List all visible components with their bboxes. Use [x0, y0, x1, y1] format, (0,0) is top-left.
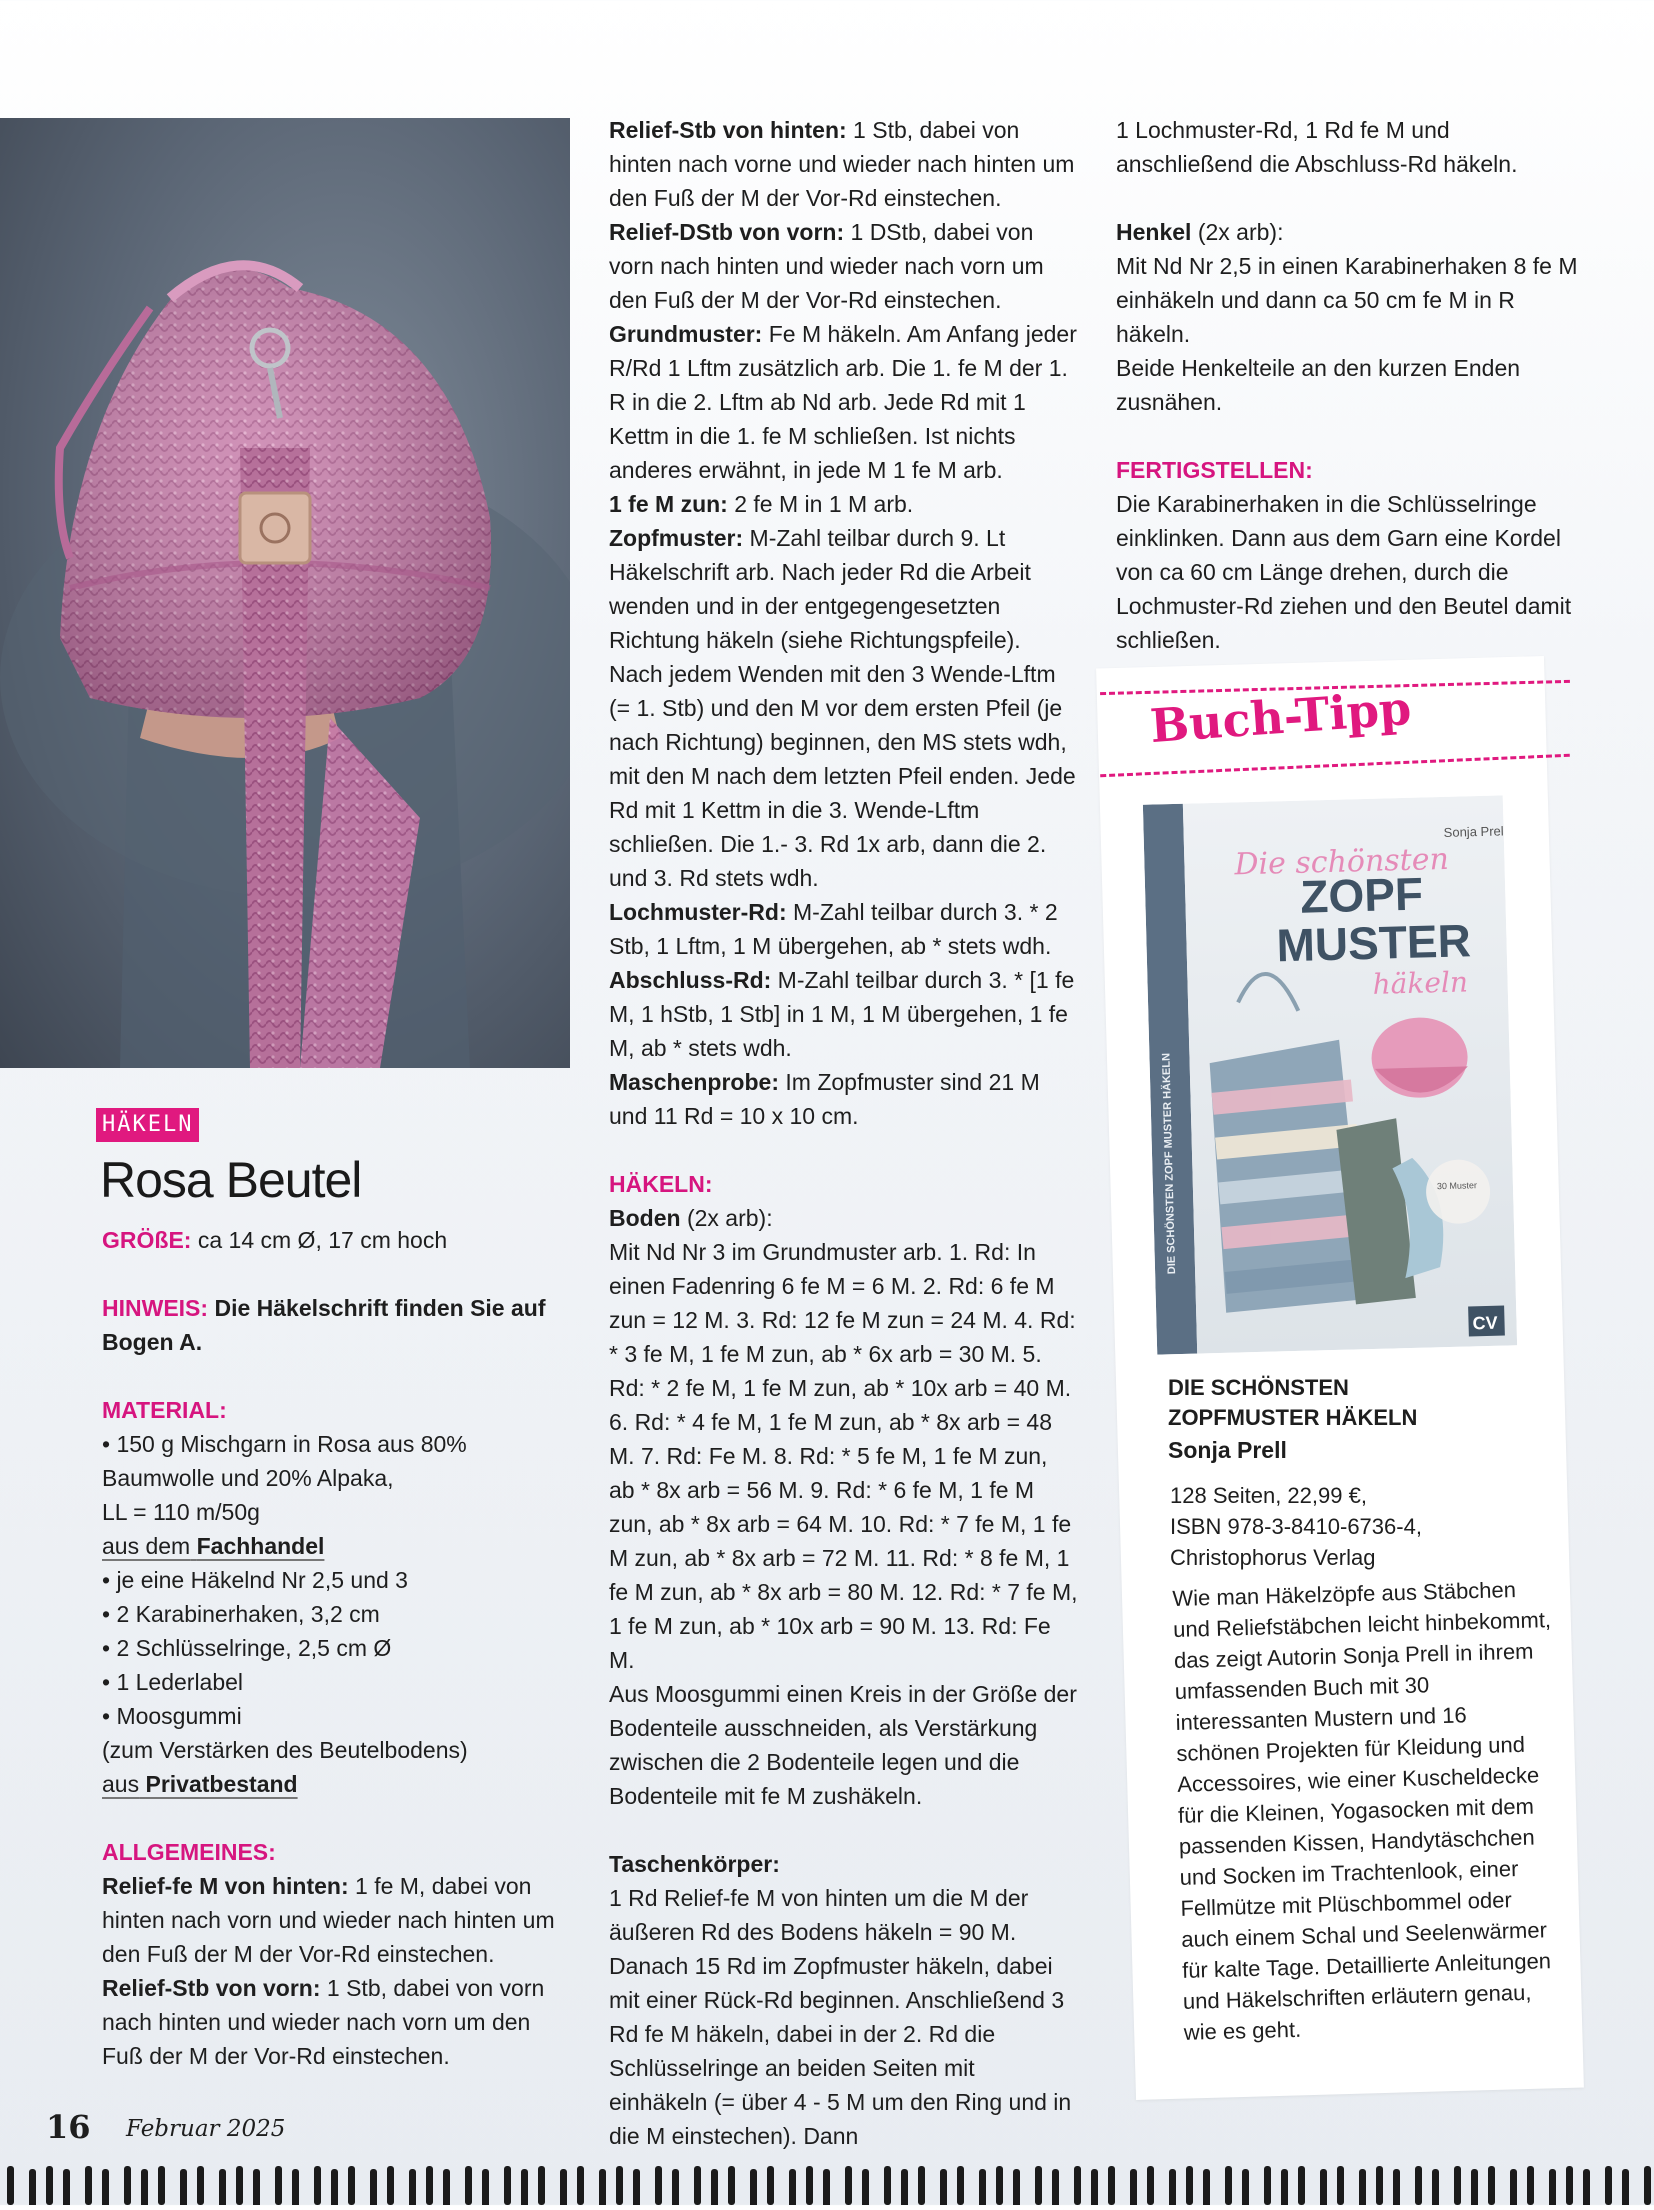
- finish-heading: FERTIGSTELLEN:: [1116, 457, 1313, 483]
- cover-script-2: häkeln: [1372, 965, 1469, 1001]
- issue-date: Februar 2025: [126, 2116, 286, 2142]
- book-description: Wie man Häkelzöpfe aus Stäbchen und Reliefstäbchen leicht hinbekommt, das zeigt Autorin Sonja Prell in ihrem umfassenden Buch mit 30 interessanten Mustern und 16 schönen Projekten für Kleidung und Accessoires, wie einer Kuscheldecke für die Kleinen, Yogasocken mit dem passenden Kissen, Handytäschchen und Socken im Trachtenlook, einer Fellmütze mit Plüschbommel oder auch einem Schal und Seelenwärmer für kalte Tage. Detaillierte Anleitungen und Häkelschriften erläutern genau, wie es geht.: [1172, 1577, 1552, 2045]
- definition: Grundmuster: Fe M häkeln. Am Anfang jeder R/Rd 1 Lftm zusätzlich arb. Die 1. fe M der 1. R in die 2. Lftm ab Nd arb. Jede Rd mit 1 Kettm in die 1. fe M schließen. Ist nichts anderes erwähnt, in jede M 1 fe M arb.: [609, 321, 1077, 483]
- handle-text-2: Beide Henkelteile an den kurzen Enden zusnähen.: [1116, 355, 1521, 415]
- book-title: DIE SCHÖNSTEN ZOPFMUSTER HÄKELN: [1168, 1375, 1418, 1430]
- definition: Zopfmuster: M-Zahl teilbar durch 9. Lt Häkelschrift arb. Nach jeder Rd die Arbeit wenden und in der entgegengesetzten Richtung häkeln (siehe Richtungspfeile). Nach jedem Wenden mit den 3 Wende-Lftm (= 1. Stb) und den M vor dem ersten Pfeil (je nach Richtung) beginnen, den MS stets wdh, mit den M nach dem letzten Pfeil enden. Jede Rd mit 1 Kettm in die 3. Wende-Lftm schließen. Die 1.- 3. Rd 1x arb, dann die 2. und 3. Rd stets wdh.: [609, 525, 1076, 891]
- material-item: (zum Verstärken des Beutelbodens): [102, 1737, 468, 1763]
- book-meta: 128 Seiten, 22,99 €, ISBN 978-3-8410-6736-4, Christophorus Verlag: [1170, 1483, 1422, 1570]
- size-line: GRÖßE: ca 14 cm Ø, 17 cm hoch: [102, 1227, 448, 1253]
- boden-text-2: Aus Moosgummi einen Kreis in der Größe der Bodenteile ausschneiden, als Verstärkung zwischen die 2 Bodenteile legen und die Bodenteile mit fe M zushäkeln.: [609, 1681, 1077, 1809]
- material-item: Baumwolle und 20% Alpaka,: [102, 1465, 394, 1491]
- general-heading: ALLGEMEINES:: [102, 1839, 276, 1865]
- body-text: 1 Rd Relief-fe M von hinten um die M der äußeren Rd des Bodens häkeln = 90 M. Danach 15 Rd im Zopfmuster häkeln, dabei mit einer Rück-Rd beginnen. Anschließend 3 Rd fe M häkeln, dabei in der 2. Rd die Schlüsselringe an beiden Seiten mit einhäkeln (= über 4 - 5 M um den Ring und in die M einstechen). Dann: [609, 1885, 1072, 2149]
- definition: Relief-DStb von vorn: 1 DStb, dabei von vorn nach hinten und wieder nach vorn um den Fuß der M der Vor-Rd einstechen.: [609, 219, 1044, 313]
- definition: 1 fe M zun: 2 fe M in 1 M arb.: [609, 491, 914, 517]
- material-item: • 2 Schlüsselringe, 2,5 cm Ø: [102, 1635, 392, 1661]
- cover-spine-text: DIE SCHÖNSTEN ZOPF MUSTER HÄKELN: [1160, 1052, 1179, 1275]
- material-item: • je eine Häkelnd Nr 2,5 und 3: [102, 1567, 408, 1593]
- cover-script-1: Die schönsten: [1234, 841, 1450, 883]
- finish-text: Die Karabinerhaken in die Schlüsselringe einklinken. Dann aus dem Garn eine Kordel von ca 60 cm Länge drehen, durch die Lochmuster-Rd ziehen und den Beutel damit schließen.: [1116, 491, 1572, 653]
- material-item: • 1 Lederlabel: [102, 1669, 244, 1695]
- privat-source: aus Privatbestand: [102, 1771, 298, 1797]
- material-item: • Moosgummi: [102, 1703, 242, 1729]
- cover-badge: 30 Muster: [1436, 1180, 1478, 1192]
- decorative-stripe-bar: [0, 2160, 1654, 2205]
- note-line: HINWEIS: Die Häkelschrift finden Sie auf Bogen A.: [102, 1295, 546, 1355]
- page-number: 16: [46, 2108, 91, 2146]
- continued-text: 1 Lochmuster-Rd, 1 Rd fe M und anschließend die Abschluss-Rd häkeln.: [1116, 117, 1518, 177]
- definition: Maschenprobe: Im Zopfmuster sind 21 M und 11 Rd = 10 x 10 cm.: [609, 1069, 1040, 1129]
- crochet-heading: HÄKELN:: [609, 1171, 713, 1197]
- material-item: • 150 g Mischgarn in Rosa aus 80%: [102, 1431, 467, 1457]
- material-item: • 2 Karabinerhaken, 3,2 cm: [102, 1601, 380, 1627]
- left-column: [102, 1223, 572, 2073]
- bag-photo: [0, 118, 570, 1068]
- book-author: Sonja Prell: [1168, 1437, 1287, 1463]
- cover-title-1: ZOPF: [1299, 867, 1424, 923]
- general-definition: Relief-Stb von vorn: 1 Stb, dabei von vorn nach hinten und wieder nach vorn um den Fuß der M der Vor-Rd einstechen.: [102, 1975, 545, 2069]
- material-item: LL = 110 m/50g: [102, 1499, 260, 1525]
- category-tag: HÄKELN: [96, 1108, 199, 1142]
- body-heading: Taschenkörper:: [609, 1851, 780, 1877]
- right-column: [1116, 113, 1586, 657]
- book-tip-heading: Buch-Tipp: [1148, 680, 1413, 754]
- page-title: Rosa Beutel: [100, 1152, 362, 1208]
- cover-title-2: MUSTER: [1275, 914, 1472, 972]
- boden-text: Mit Nd Nr 3 im Grundmuster arb. 1. Rd: In einen Fadenring 6 fe M = 6 M. 2. Rd: 6 fe M zun = 12 M. 3. Rd: 12 fe M zun = 24 M. 4. Rd: * 3 fe M, 1 fe M zun, ab * 6x arb = 30 M. 5. Rd: * 2 fe M, 1 fe M zun, ab * 10x arb = 40 M. 6. Rd: * 4 fe M, 1 fe M zun, ab * 8x arb = 48 M. 7. Rd: Fe M. 8. Rd: * 5 fe M, 1 fe M zun, ab * 8x arb = 56 M. 9. Rd: * 6 fe M, 1 fe M zun, ab * 8x arb = 64 M. 10. Rd: * 7 fe M, 1 fe M zun, ab * 8x arb = 72 M. 11. Rd: * 8 fe M, 1 fe M zun, ab * 8x arb = 80 M. 12. Rd: * 7 fe M, 1 fe M zun, ab * 10x arb = 90 M. 13. Rd: Fe M.: [609, 1239, 1078, 1673]
- cover-author: Sonja Prell: [1443, 823, 1507, 840]
- definition: Lochmuster-Rd: M-Zahl teilbar durch 3. * 2 Stb, 1 Lftm, 1 M übergehen, ab * stets wdh.: [609, 899, 1058, 959]
- definition: Relief-Stb von hinten: 1 Stb, dabei von hinten nach vorne und wieder nach hinten um den Fuß der M der Vor-Rd einstechen.: [609, 117, 1075, 211]
- middle-column: [609, 113, 1079, 2153]
- material-heading: MATERIAL:: [102, 1397, 227, 1423]
- handle-heading: Henkel (2x arb):: [1116, 219, 1284, 245]
- handle-text: Mit Nd Nr 2,5 in einen Karabinerhaken 8 fe M einhäkeln und dann ca 50 cm fe M in R häkeln.: [1116, 253, 1578, 347]
- fachhandel-source: aus dem Fachhandel: [102, 1533, 325, 1559]
- cover-logo: CV: [1472, 1312, 1498, 1334]
- book-cover: [1143, 795, 1517, 1354]
- boden-heading: Boden (2x arb):: [609, 1205, 773, 1231]
- definition: Abschluss-Rd: M-Zahl teilbar durch 3. * [1 fe M, 1 hStb, 1 Stb] in 1 M, 1 M übergehen, 1 fe M, ab * stets wdh.: [609, 967, 1075, 1061]
- general-definition: Relief-fe M von hinten: 1 fe M, dabei von hinten nach vorn und wieder nach hinten um den Fuß der M der Vor-Rd einstechen.: [102, 1873, 555, 1967]
